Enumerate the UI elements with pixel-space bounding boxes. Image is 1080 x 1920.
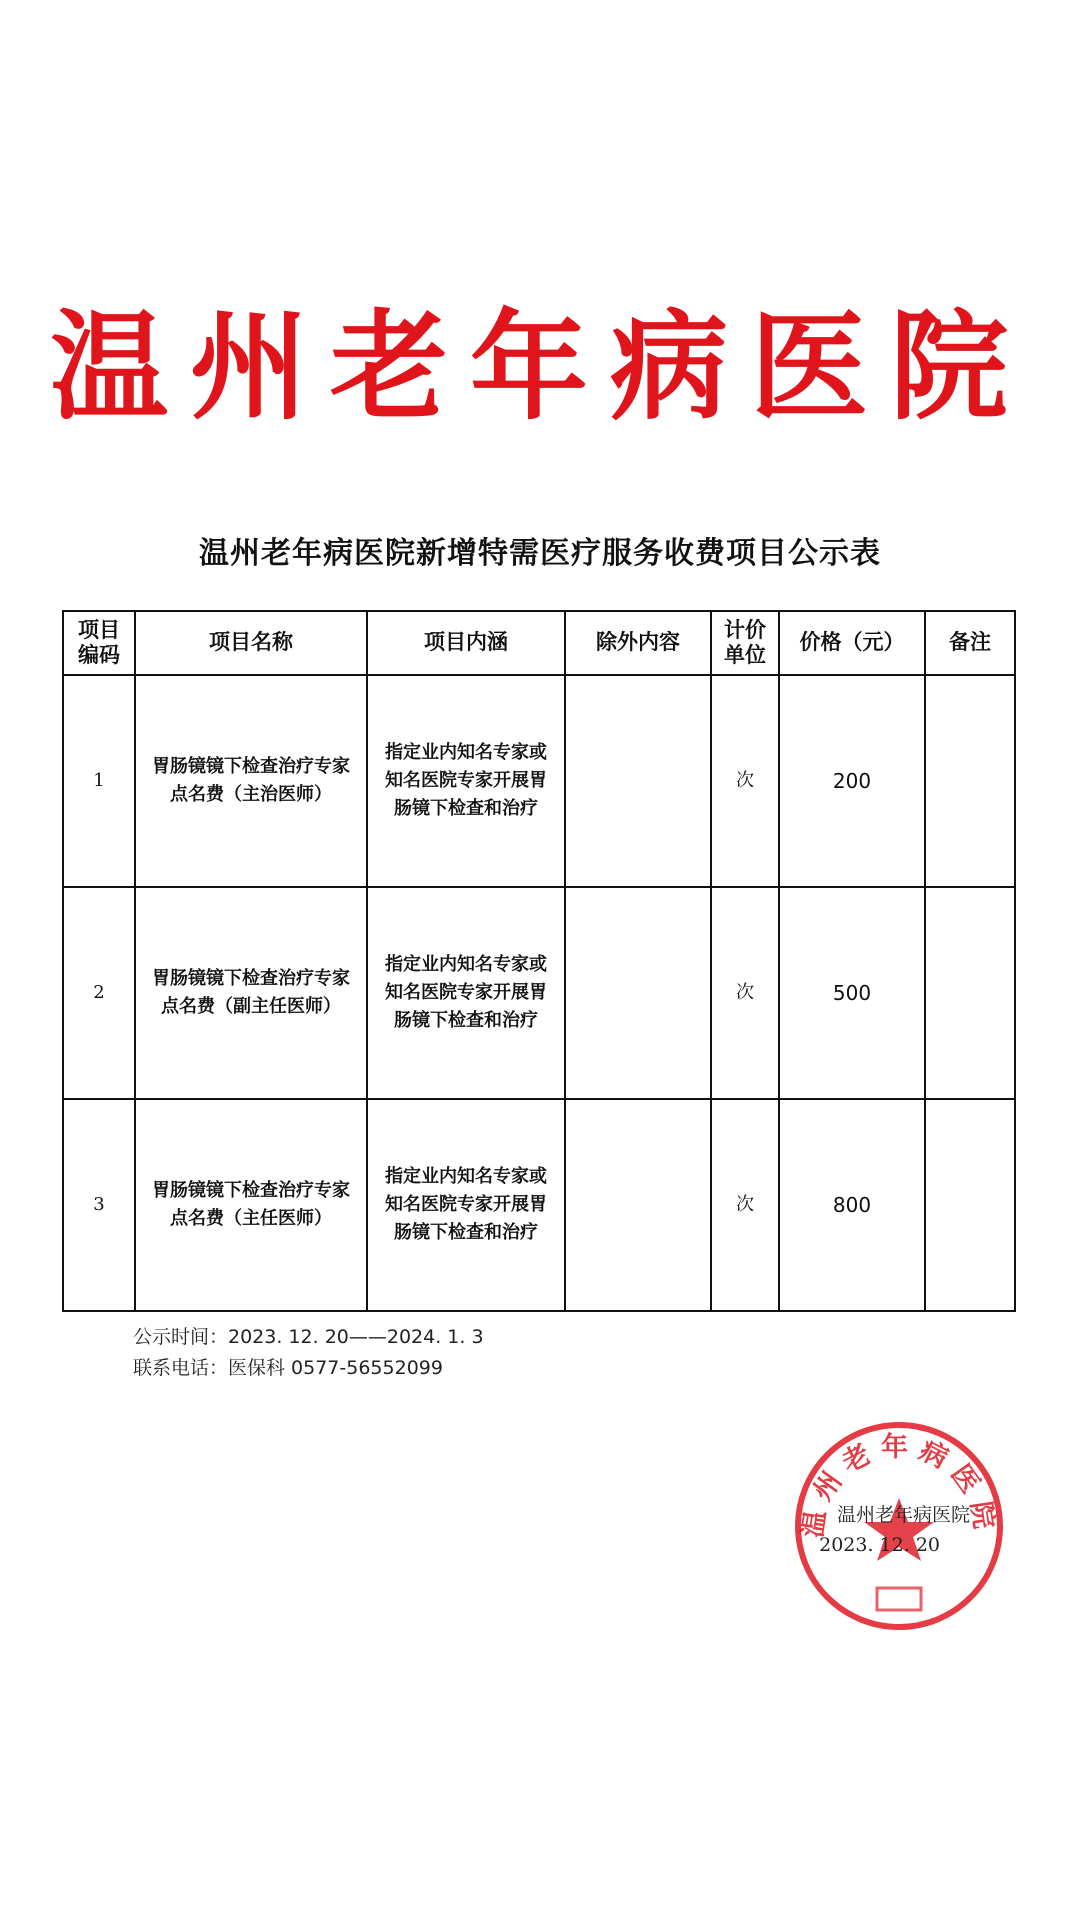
row-code: 2 [63,887,135,1099]
seal-text: 温州老年病医院 [797,1432,1001,1540]
row-price: 200 [779,675,925,887]
row-price: 800 [779,1099,925,1311]
notes [133,1322,484,1384]
document-title: 温州老年病医院新增特需医疗服务收费项目公示表 [199,536,881,571]
row-exclusion [565,675,711,887]
row-unit: 次 [711,887,779,1099]
row-remark [925,1099,1015,1311]
signature-date: 2023. 12. 20 [819,1534,940,1556]
row-content: 指定业内知名专家或 知名医院专家开展胃 肠镜下检查和治疗 [367,675,565,887]
table-row [63,675,1015,887]
header-code: 项目 编码 [63,611,135,675]
contact-phone: 联系电话：医保科 0577-56552099 [133,1357,443,1379]
header-remark: 备注 [925,611,1015,675]
row-code: 3 [63,1099,135,1311]
row-unit: 次 [711,1099,779,1311]
row-name: 胃肠镜镜下检查治疗专家 点名费（副主任医师） [135,887,367,1099]
seal-bottom-mark [877,1588,921,1610]
header-content: 项目内涵 [367,611,565,675]
row-remark [925,887,1015,1099]
announcement-period: 公示时间：2023. 12. 20——2024. 1. 3 [133,1326,484,1348]
header-unit: 计价 单位 [711,611,779,675]
table-row [63,887,1015,1099]
row-name: 胃肠镜镜下检查治疗专家 点名费（主任医师） [135,1099,367,1311]
row-content: 指定业内知名专家或 知名医院专家开展胃 肠镜下检查和治疗 [367,1099,565,1311]
row-code: 1 [63,675,135,887]
row-name: 胃肠镜镜下检查治疗专家 点名费（主治医师） [135,675,367,887]
header-exclusion: 除外内容 [565,611,711,675]
signature-block [770,1500,970,1560]
table-row [63,1099,1015,1311]
row-remark [925,675,1015,887]
row-exclusion [565,1099,711,1311]
row-content: 指定业内知名专家或 知名医院专家开展胃 肠镜下检查和治疗 [367,887,565,1099]
signature-org: 温州老年病医院 [836,1504,970,1526]
row-exclusion [565,887,711,1099]
row-unit: 次 [711,675,779,887]
header-price: 价格（元） [779,611,925,675]
table-header-row [63,611,1015,675]
letterhead: 温州老年病医院 [49,297,1030,436]
header-name: 项目名称 [135,611,367,675]
row-price: 500 [779,887,925,1099]
fee-table [62,610,1016,1312]
